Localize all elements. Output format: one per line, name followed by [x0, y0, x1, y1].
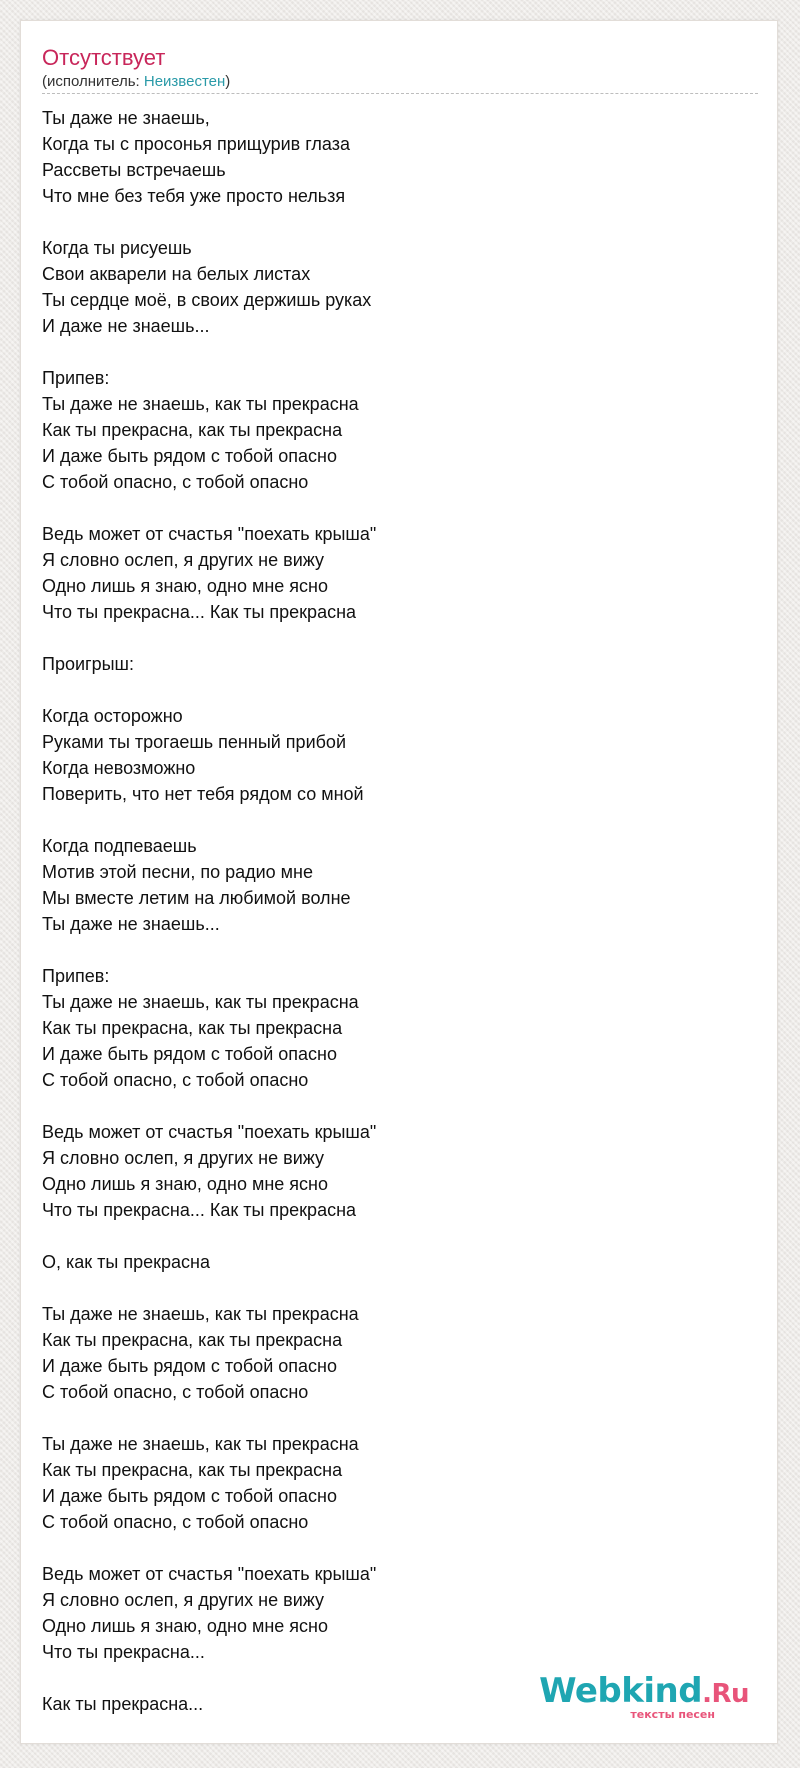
lyric-line: Поверить, что нет тебя рядом со мной	[42, 784, 364, 804]
lyric-line: Как ты прекрасна, как ты прекрасна	[42, 1018, 343, 1038]
lyric-line	[42, 1275, 756, 1301]
lyric-line: Ведь может от счастья "поехать крыша"	[42, 1564, 377, 1584]
lyric-line	[42, 807, 756, 833]
lyric-line: Я словно ослеп, я других не вижу	[42, 550, 324, 570]
lyric-line	[42, 1223, 756, 1249]
song-title: Отсутствует	[42, 45, 166, 70]
lyric-line: И даже быть рядом с тобой опасно	[42, 1486, 337, 1506]
lyric-line: С тобой опасно, с тобой опасно	[42, 1382, 309, 1402]
lyric-line: Когда ты рисуешь	[42, 238, 192, 258]
lyric-line: Ты даже не знаешь,	[42, 108, 210, 128]
lyric-line: Мотив этой песни, по радио мне	[42, 862, 314, 882]
artist-suffix: )	[225, 73, 231, 90]
lyric-line	[42, 495, 756, 521]
lyric-line	[42, 1535, 756, 1561]
lyric-line: Ты даже не знаешь, как ты прекрасна	[42, 992, 359, 1012]
artist-prefix: (исполнитель:	[42, 73, 144, 90]
artist-line	[42, 73, 756, 91]
logo-tagline: тексты песен	[630, 1708, 715, 1721]
lyric-line: Когда ты с просонья прищурив глаза	[42, 134, 350, 154]
lyric-line: И даже быть рядом с тобой опасно	[42, 1044, 337, 1064]
lyric-line: Я словно ослеп, я других не вижу	[42, 1148, 324, 1168]
lyric-line	[42, 625, 756, 651]
lyric-line: Что ты прекрасна...	[42, 1642, 205, 1662]
lyric-line: Свои акварели на белых листах	[42, 264, 311, 284]
artist-link[interactable]: Неизвестен	[143, 73, 226, 90]
lyric-line: Ты сердце моё, в своих держишь руках	[42, 290, 372, 310]
lyric-line: Когда подпеваешь	[42, 836, 197, 856]
lyric-line: С тобой опасно, с тобой опасно	[42, 1070, 309, 1090]
header-divider	[42, 93, 758, 94]
lyric-line: Что ты прекрасна... Как ты прекрасна	[42, 1200, 357, 1220]
lyrics-text	[42, 105, 756, 1717]
lyric-line: Припев:	[42, 966, 110, 986]
song-header	[42, 45, 756, 91]
lyric-line: Что мне без тебя уже просто нельзя	[42, 186, 346, 206]
lyrics-card	[20, 20, 778, 1744]
lyric-line: Ты даже не знаешь, как ты прекрасна	[42, 394, 359, 414]
lyric-line: О, как ты прекрасна	[42, 1252, 210, 1272]
lyric-line	[42, 1093, 756, 1119]
lyric-line: Одно лишь я знаю, одно мне ясно	[42, 1616, 328, 1636]
logo-name: Webkind	[539, 1671, 703, 1711]
lyric-line: Как ты прекрасна...	[42, 1694, 204, 1714]
lyric-line	[42, 209, 756, 235]
logo-wordmark	[539, 1673, 749, 1712]
lyric-line	[42, 937, 756, 963]
lyric-line	[42, 677, 756, 703]
lyric-line: С тобой опасно, с тобой опасно	[42, 472, 309, 492]
lyric-line: Что ты прекрасна... Как ты прекрасна	[42, 602, 357, 622]
lyric-line: Как ты прекрасна, как ты прекрасна	[42, 1330, 343, 1350]
lyric-line: Я словно ослеп, я других не вижу	[42, 1590, 324, 1610]
lyric-line: Ведь может от счастья "поехать крыша"	[42, 524, 377, 544]
lyric-line: Одно лишь я знаю, одно мне ясно	[42, 576, 328, 596]
lyric-line: Как ты прекрасна, как ты прекрасна	[42, 1460, 343, 1480]
lyric-line: Одно лишь я знаю, одно мне ясно	[42, 1174, 328, 1194]
lyric-line: Ведь может от счастья "поехать крыша"	[42, 1122, 377, 1142]
lyric-line: Руками ты трогаешь пенный прибой	[42, 732, 346, 752]
lyric-line: Мы вместе летим на любимой волне	[42, 888, 351, 908]
lyric-line: С тобой опасно, с тобой опасно	[42, 1512, 309, 1532]
lyric-line: И даже быть рядом с тобой опасно	[42, 1356, 337, 1376]
lyric-line: Ты даже не знаешь, как ты прекрасна	[42, 1304, 359, 1324]
logo-tld: .Ru	[702, 1679, 749, 1709]
lyric-line: И даже не знаешь...	[42, 316, 210, 336]
lyric-line	[42, 339, 756, 365]
lyric-line	[42, 1405, 756, 1431]
lyric-line: И даже быть рядом с тобой опасно	[42, 446, 337, 466]
lyric-line: Как ты прекрасна, как ты прекрасна	[42, 420, 343, 440]
lyric-line: Проигрыш:	[42, 654, 134, 674]
lyric-line: Когда осторожно	[42, 706, 183, 726]
lyric-line: Ты даже не знаешь, как ты прекрасна	[42, 1434, 359, 1454]
lyric-line: Когда невозможно	[42, 758, 196, 778]
lyric-line: Припев:	[42, 368, 110, 388]
lyric-line: Рассветы встречаешь	[42, 160, 226, 180]
webkind-logo[interactable]	[539, 1673, 749, 1721]
lyric-line: Ты даже не знаешь...	[42, 914, 220, 934]
